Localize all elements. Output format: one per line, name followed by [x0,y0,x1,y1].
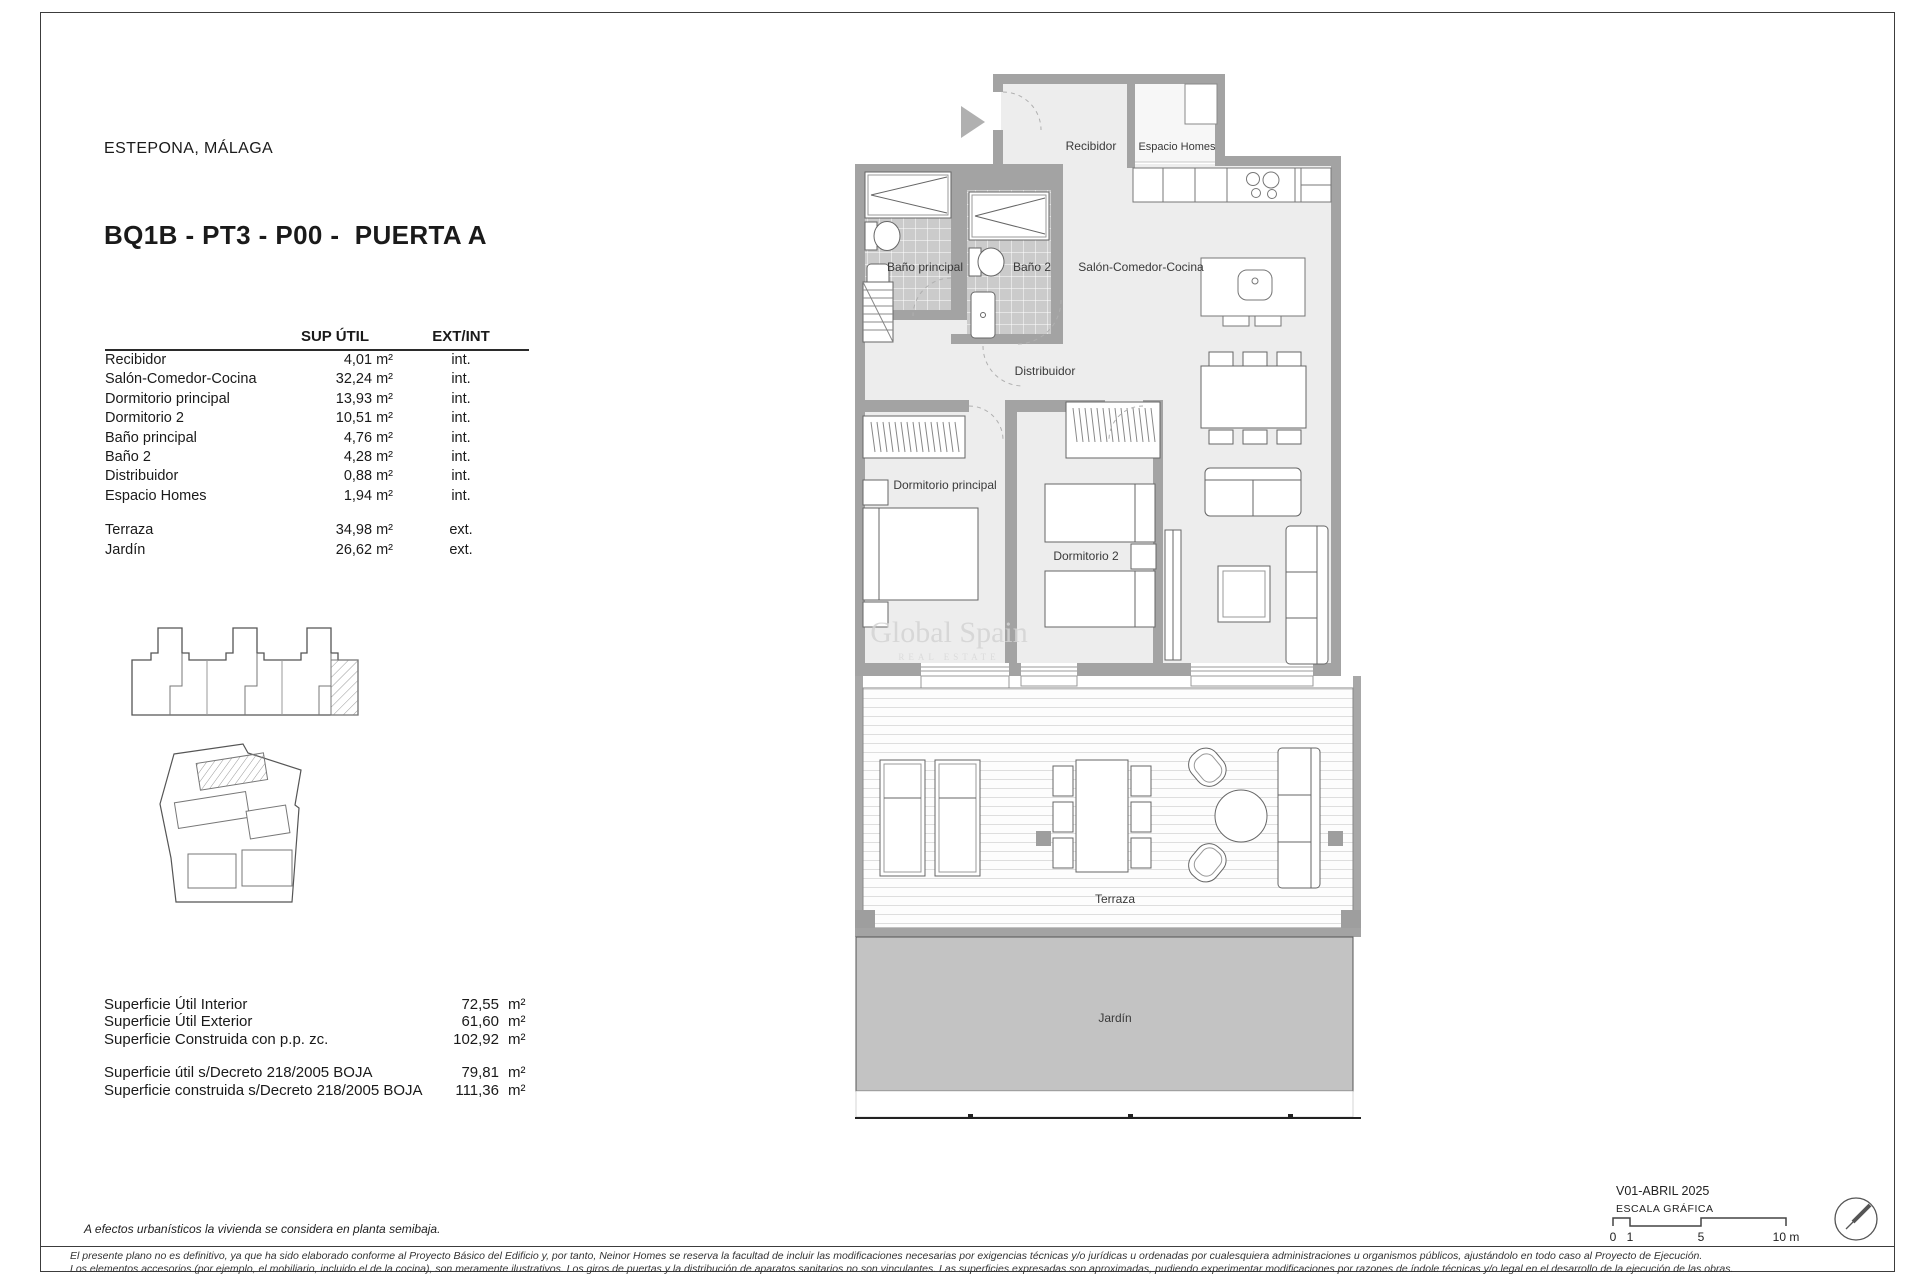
room-label-dormitorio-principal: Dormitorio principal [893,478,997,492]
graphic-scale-bar [1608,1212,1808,1246]
table-row [105,370,529,389]
table-spacer-row [105,506,529,521]
summary-value: 111,36 [455,1081,499,1099]
room-label-espacio-homes: Espacio Homes [1138,141,1216,153]
room-type: int. [451,468,471,485]
outdoor-dining-table [1076,760,1128,872]
room-name: Dormitorio 2 [105,410,184,427]
room-area: 26,62 m² [335,541,393,558]
summary-unit: m² [508,996,526,1013]
room-area: 0,88 m² [343,468,393,485]
bed-single [1045,484,1155,542]
room-label-bano-2: Baño 2 [1012,260,1052,274]
summary-row [104,996,534,1013]
summary-value: 72,55 [461,996,499,1013]
room-label-bano-principal: Baño principal [886,260,964,274]
scale-tick-1: 1 [1626,1230,1634,1244]
areas-table-header-row [105,328,529,350]
building-elevation-diagram [125,616,365,726]
room-type: int. [451,449,471,466]
nightstand [863,480,888,505]
table-row [105,429,529,448]
plan-version: V01-ABRIL 2025 [1616,1184,1710,1198]
dormitorio-principal-furniture [863,416,978,627]
room-area: 10,51 m² [335,410,393,427]
watermark-line2: REAL ESTATE [898,652,1000,662]
summary-label: Superficie Útil Exterior [104,1013,253,1031]
urban-note: A efectos urbanísticos la vivienda se considera en planta semibaja. [84,1222,441,1236]
room-label-distribuidor: Distribuidor [1014,364,1076,378]
table-row [105,448,529,467]
utility-element [863,282,893,342]
room-name: Recibidor [105,352,167,368]
scale-tick-5: 5 [1697,1230,1705,1244]
outdoor-round-table [1215,790,1267,842]
summary-block [104,996,534,1099]
nightstand [1131,544,1156,569]
table-row [105,390,529,409]
areas-table [105,328,529,560]
room-area: 4,01 m² [343,352,393,368]
bed-single [1045,571,1155,627]
footer-divider [40,1246,1895,1247]
room-label-terraza: Terraza [1094,892,1136,906]
room-type: int. [451,410,471,427]
room-type: int. [451,352,471,368]
summary-unit: m² [508,1081,526,1099]
bed-double [863,508,978,600]
summary-label: Superficie útil s/Decreto 218/2005 BOJA [104,1064,373,1082]
room-label-recibidor: Recibidor [1065,139,1117,153]
sofa [1286,526,1328,664]
summary-label: Superficie Construida con p.p. zc. [104,1030,329,1048]
table-row [105,409,529,428]
summary-unit: m² [508,1013,526,1031]
location-label: ESTEPONA, MÁLAGA [104,140,274,157]
scale-tick-0: 0 [1609,1230,1617,1244]
room-area: 32,24 m² [335,371,393,388]
espacio-homes-closet [1185,84,1217,124]
page-title: BQ1B - PT3 - P00 - PUERTA A [104,220,487,250]
room-type: int. [451,371,471,388]
room-label-dormitorio-2: Dormitorio 2 [1053,549,1119,563]
planter [1036,831,1051,846]
summary-value: 79,81 [461,1064,499,1082]
outdoor-sofa [1278,748,1320,888]
floor-plan [855,60,1365,1125]
areas-table-header-sup: SUP ÚTIL [277,328,393,350]
room-label-jardin: Jardín [1098,1011,1132,1025]
table-row [105,521,529,540]
room-type: int. [451,390,471,407]
room-name: Espacio Homes [105,487,207,504]
room-name: Distribuidor [105,468,179,485]
room-type: int. [451,487,471,504]
summary-unit: m² [508,1064,526,1082]
wardrobe-1 [863,416,965,458]
room-name: Salón-Comedor-Cocina [105,371,257,388]
summary-unit: m² [508,1030,526,1048]
retaining-wall [855,928,1361,937]
table-row [105,487,529,506]
compass-icon [1830,1193,1882,1245]
watermark-line1: Global Spain [870,616,1028,649]
room-name: Baño 2 [105,449,151,466]
wardrobe-2 [1066,402,1160,458]
table-row [105,541,529,560]
areas-table-header-extint: EXT/INT [393,328,529,350]
room-area: 34,98 m² [335,522,393,539]
table-row [105,467,529,486]
room-name: Dormitorio principal [105,390,230,407]
site-plan-diagram [148,742,326,916]
summary-row [104,1082,534,1099]
room-area: 1,94 m² [343,487,393,504]
room-name: Terraza [105,522,154,539]
room-name: Jardín [105,541,146,558]
disclaimer-line-2: Los elementos accesorios (por ejemplo, el mobiliario, incluido el de la cocina), son meramente ilustrativos. Los giros de puertas y la distribución de aparatos sanitarios no son vinculantes. Las superficies expresadas son aproximadas, pudiendo experimentar modificaciones por razones de índole técnicas y/o legal en el desarrollo de la ejecución de las obras. [70,1263,1734,1275]
summary-row [104,1064,534,1081]
room-type: ext. [449,541,473,558]
summary-label: Superficie construida s/Decreto 218/2005 BOJA [104,1081,423,1099]
scale-tick-10: 10 m [1772,1230,1800,1244]
summary-row [104,1031,534,1048]
planter [1328,831,1343,846]
room-label-salon: Salón-Comedor-Cocina [1078,260,1204,274]
table-row [105,350,529,370]
room-name: Baño principal [105,429,197,446]
scale-label: ESCALA GRÁFICA [1616,1203,1714,1215]
room-area: 4,28 m² [343,449,393,466]
dining-table [1201,366,1306,428]
highlighted-unit-hatch [331,660,358,715]
summary-label: Superficie Útil Interior [104,996,248,1013]
areas-table-header-empty [105,328,277,350]
summary-value: 102,92 [453,1030,499,1048]
entry-arrow-icon [961,106,985,138]
jardin-area [855,937,1361,1119]
disclaimer-line-1: El presente plano no es definitivo, ya que ha sido elaborado conforme al Proyecto Básico del Edificio y, por tanto, Neinor Homes se reserva la facultad de incluir las modificaciones necesarias por exigencias técnicas y/o jurídicas u ordenadas por cualesquiera administraciones u organismos públicos, ajustándolo en todo caso al Proyecto de Ejecución. [70,1250,1703,1262]
room-type: int. [451,429,471,446]
summary-row [104,1013,534,1030]
room-area: 4,76 m² [343,429,393,446]
room-area: 13,93 m² [335,390,393,407]
summary-value: 61,60 [461,1013,499,1031]
room-type: ext. [449,522,473,539]
